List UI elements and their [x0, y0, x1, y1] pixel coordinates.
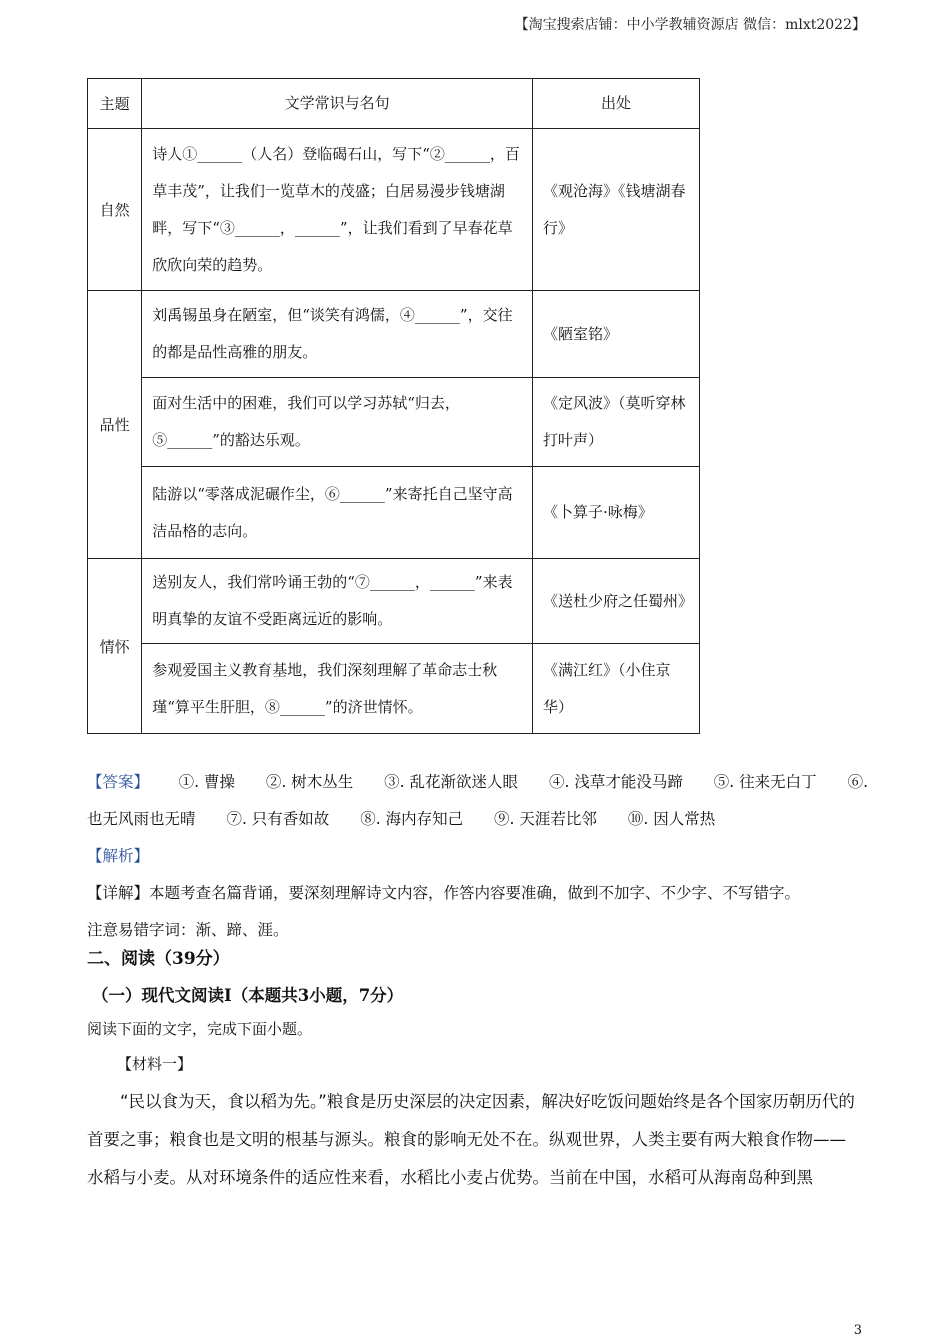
topic-cell: 自然 — [88, 129, 142, 291]
detail-tag: 【详解】 — [87, 884, 150, 902]
passage-text: “民以食为天，食以稻为先。”粮食是历史深层的决定因素，解决好吃饭问题始终是各个国家历朝历代的首要之事；粮食也是文明的根基与源头。粮食的影响无处不在。纵观世界，人类主要有两大粮食作物——水稻与小麦。从对环境条件的适应性来看，水稻比小麦占优势。当前在中国，水稻可从海南岛种到黑 — [87, 1092, 855, 1187]
instruction-text: 阅读下面的文字，完成下面小题。 — [87, 1020, 313, 1038]
detail-text: 本题考查名篇背诵，要深刻理解诗文内容，作答内容要准确，做到不加字、不少字、不写错字。 — [149, 884, 801, 902]
table-row — [88, 129, 700, 291]
header-content: 文学常识与名句 — [142, 79, 533, 129]
section-title: 二、阅读（39分） — [87, 949, 230, 969]
source-cell: 《定风波》（莫听穿林打叶声） — [533, 378, 700, 467]
answer-block — [87, 764, 877, 949]
answer-item: ⑦. 只有香如故 — [226, 810, 330, 828]
literature-table — [87, 78, 700, 734]
answer-item: ④. 浅草才能没马蹄 — [548, 773, 683, 791]
content-cell: 送别友人，我们常吟诵王勃的“⑦______，______”来表明真挚的友谊不受距离远近的影响。 — [142, 559, 533, 644]
table-row — [88, 644, 700, 734]
analysis-detail — [87, 875, 877, 912]
answer-tag: 【答案】 — [87, 773, 150, 791]
answer-item: ⑧. 海内存知己 — [360, 810, 464, 828]
topic-cell: 品性 — [88, 291, 142, 559]
header-source: 出处 — [533, 79, 700, 129]
source-cell: 《送杜少府之任蜀州》 — [533, 559, 700, 644]
source-cell: 《满江红》（小住京华） — [533, 644, 700, 734]
answer-item: ⑨. 天涯若比邻 — [494, 810, 597, 828]
header-topic: 主题 — [88, 79, 142, 129]
table-row — [88, 559, 700, 644]
topic-cell: 情怀 — [88, 559, 142, 734]
table-row — [88, 467, 700, 559]
content-cell: 刘禹锡虽身在陋室，但“谈笑有鸿儒，④______”，交往的都是品性高雅的朋友。 — [142, 291, 533, 378]
content-cell: 陆游以“零落成泥碾作尘，⑥______”来寄托自己坚守高洁品格的志向。 — [142, 467, 533, 559]
answer-item: ③. 乱花渐欲迷人眼 — [384, 773, 519, 791]
analysis-tag: 【解析】 — [87, 847, 150, 865]
source-cell: 《卜算子·咏梅》 — [533, 467, 700, 559]
table-row — [88, 378, 700, 467]
content-cell: 参观爱国主义教育基地，我们深刻理解了革命志士秋瑾“算平生肝胆，⑧______”的济世情怀。 — [142, 644, 533, 734]
table-header-row — [88, 79, 700, 129]
analysis-note: 注意易错字词：渐、蹄、涯。 — [87, 921, 289, 939]
page-number: 3 — [853, 1323, 862, 1338]
shop-note: 【淘宝搜索店铺：中小学教辅资源店 微信：mlxt2022】 — [514, 17, 866, 33]
answer-list — [87, 764, 877, 838]
material-label: 【材料一】 — [117, 1055, 193, 1073]
answer-item: ②. 树木丛生 — [265, 773, 354, 791]
answer-item: ①. 曹操 — [178, 773, 235, 791]
answer-item: ⑥. 也无风雨也无晴 — [87, 773, 868, 828]
answer-item: ⑩. 因人常热 — [627, 810, 716, 828]
content-cell: 诗人①______（人名）登临碣石山，写下“②______，百草丰茂”，让我们一览草木的茂盛；白居易漫步钱塘湖畔，写下“③______，______”，让我们看到了早春花草欣欣向荣的趋势。 — [142, 129, 533, 291]
content-cell: 面对生活中的困难，我们可以学习苏轼“归去，⑤______”的豁达乐观。 — [142, 378, 533, 467]
source-cell: 《陋室铭》 — [533, 291, 700, 378]
table-row — [88, 291, 700, 378]
subsection-title: （一）现代文阅读Ⅰ（本题共3小题，7分） — [92, 986, 404, 1005]
source-cell: 《观沧海》《钱塘湖春行》 — [533, 129, 700, 291]
answer-item: ⑤. 往来无白丁 — [713, 773, 817, 791]
